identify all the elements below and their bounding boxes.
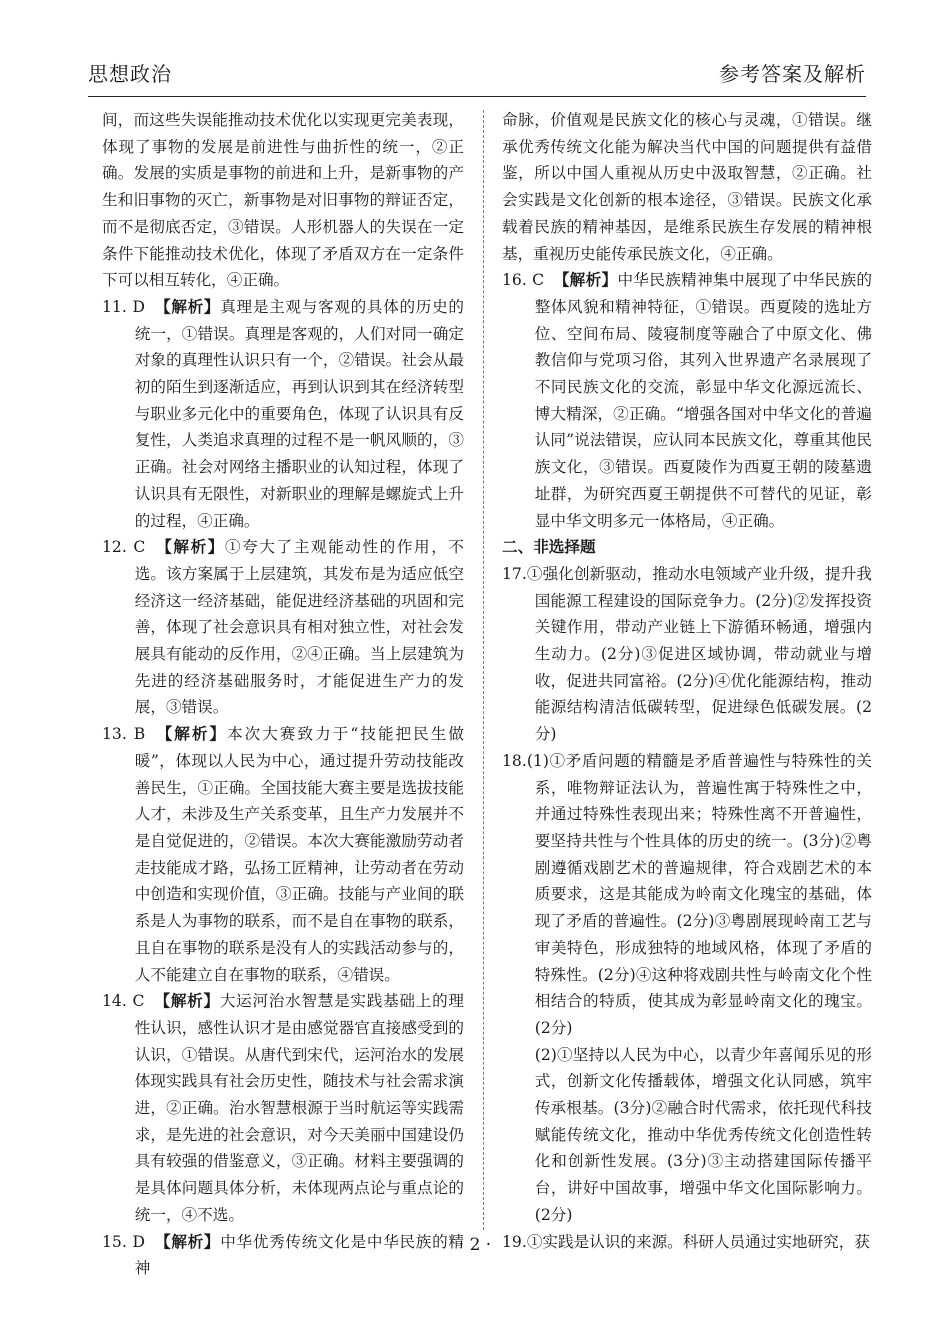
- item-number: 14. C: [102, 992, 145, 1011]
- answer-item-17: [502, 561, 872, 748]
- item-number: 19.: [502, 1232, 527, 1251]
- item-number: 11. D: [102, 297, 145, 316]
- item-number: 18.: [502, 751, 527, 770]
- answer-item-14: [102, 988, 464, 1228]
- answer-item-11: [102, 294, 464, 534]
- item-number: 15. D: [102, 1232, 145, 1251]
- item-text: ①夸大了主观能动性的作用，不选。该方案属于上层建筑，其发布是为适应低空经济这一经济基础，能促进经济基础的巩固和完善，体现了社会意识具有相对独立性，对社会发展具有能动的反作用，②④正确。当上层建筑为先进的经济基础服务时，才能促进生产力的发展，③错误。: [134, 538, 464, 717]
- item-text: 中华民族精神集中展现了中华民族的整体风貌和精神特征，①错误。西夏陵的选址方位、空间布局、陵寝制度等融合了中原文化、佛教信仰与党项习俗，其列入世界遗产名录展现了不同民族文化的交流，彰显中华文化源远流长、博大精深，②正确。“增强各国对中华文化的普遍认同”说法错误，应认同本民族文化，尊重其他民族文化，③错误。西夏陵作为西夏王朝的陵墓遗址群，为研究西夏王朝提供不可替代的见证，彰显中华文明多元一体格局，④正确。: [534, 271, 872, 530]
- analysis-tag: 【解析】: [154, 1231, 221, 1251]
- answer-item-12: [102, 534, 464, 721]
- item-text: 本次大赛致力于“技能把民生做暖”，体现以人民为中心，通过提升劳动技能改善民生，①正确。全国技能大赛主要是选拔技能人才，未涉及生产关系变革，且生产力发展并不是自觉促进的，②错误。本次大赛能激励劳动者走技能成才路，弘扬工匠精神，让劳动者在劳动中创造和实现价值，③正确。技能与产业间的联系是人为事物的联系，而不是自在事物的联系，且自在事物的联系是没有人的实践活动参与的，人不能建立自在事物的联系，④错误。: [134, 725, 464, 984]
- page-header: [88, 54, 866, 97]
- analysis-tag: 【解析】: [153, 991, 220, 1011]
- item-number: 17.: [502, 564, 527, 583]
- subject-title: 思想政治: [88, 62, 172, 86]
- item-text: ①强化创新驱动，推动水电领域产业升级，提升我国能源工程建设的国际竞争力。(2分)②发挥投资关键作用，带动产业链上下游循环畅通，增强内生动力。(2分)③促进区域协调，带动就业与增收，促进共同富裕。(2分)④优化能源结构，推动能源结构清洁低碳转型，促进绿色低碳发展。(2分): [526, 564, 872, 744]
- answer-item-16: [502, 267, 872, 534]
- continuation-text: 间，而这些失误能推动技术优化以实现更完美表现，体现了事物的发展是前进性与曲折性的统一，②正确。发展的实质是事物的前进和上升，是新事物的产生和旧事物的灭亡，新事物是对旧事物的辩证否定，而不是彻底否定，③错误。人形机器人的失误在一定条件下能推动技术优化，体现了矛盾双方在一定条件下可以相互转化，④正确。: [102, 111, 464, 290]
- item-number: 12. C: [102, 538, 146, 557]
- continuation-text: 命脉，价值观是民族文化的核心与灵魂，①错误。继承优秀传统文化能为解决当代中国的问题提供有益借鉴，所以中国人重视从历史中汲取智慧，②正确。社会实践是文化创新的根本途径，③错误。民族文化承载着民族的精神基因，是维系民族生存发展的精神根基，重视历史能传承民族文化，④正确。: [502, 111, 872, 263]
- item-text-part1: (1)①矛盾问题的精髓是矛盾普遍性与特殊性的关系，唯物辩证法认为，普遍性寓于特殊性之中，并通过特殊性表现出来；特殊性离不开普遍性，要坚持共性与个性具体的历史的统一。(3分)②粤剧遵循戏剧艺术的普遍规律，符合戏剧艺术的本质要求，这是其能成为岭南文化瑰宝的基础，体现了矛盾的普遍性。(2分)③粤剧展现岭南工艺与审美特色，形成独特的地域风格，体现了矛盾的特殊性。(2分)④这种将戏剧共性与岭南文化个性相结合的特质，使其成为彰显岭南文化的瑰宝。(2分): [526, 751, 872, 1037]
- answer-item-18-part2: (2)①坚持以人民为中心，以青少年喜闻乐见的形式，创新文化传播载体，增强文化认同感，筑牢传承根基。(3分)②融合时代需求，依托现代科技赋能传统文化，推动中华优秀传统文化创造性转化和创新性发展。(3分)③主动搭建国际传播平台，讲好中国故事，增强中华文化国际影响力。(2分): [534, 1045, 872, 1224]
- analysis-tag: 【解析】: [553, 270, 618, 290]
- analysis-tag: 【解析】: [154, 724, 228, 744]
- column-divider: [483, 110, 484, 1230]
- answer-item-18: [502, 748, 872, 1042]
- left-column: [102, 107, 464, 1282]
- document-title: 参考答案及解析: [719, 62, 866, 86]
- right-column: [502, 107, 872, 1255]
- analysis-tag: 【解析】: [154, 537, 225, 557]
- item-number: 16. C: [502, 271, 545, 290]
- item-text: 真理是主观与客观的具体的历史的统一，①错误。真理是客观的，人们对同一确定对象的真理性认识只有一个，②错误。社会从最初的陌生到逐渐适应，再到认识到其在经济转型与职业多元化中的重要角色，体现了认识具有反复性，人类追求真理的过程不是一帆风顺的，③正确。社会对网络主播职业的认知过程，体现了认识具有无限性，对新职业的理解是螺旋式上升的过程，④正确。: [134, 297, 464, 530]
- item-text: 大运河治水智慧是实践基础上的理性认识，感性认识才是由感觉器官直接感受到的认识，①错误。从唐代到宋代，运河治水的发展体现实践具有社会历史性，随技术与社会需求演进，②正确。治水智慧根源于当时航运等实践需求，是先进的社会意识，对今天美丽中国建设仍具有较强的借鉴意义，③正确。材料主要强调的是具体问题具体分析，未体现两点论与重点论的统一，④不选。: [134, 992, 464, 1224]
- item-text: ①实践是认识的来源。科研人员通过实地研究，获: [526, 1232, 870, 1251]
- item-text: 中华优秀传统文化是中华民族的精神: [134, 1232, 464, 1278]
- section-heading: 二、非选择题: [502, 537, 596, 557]
- item-number: 13. B: [102, 725, 146, 744]
- answer-item-13: [102, 721, 464, 988]
- analysis-tag: 【解析】: [154, 296, 221, 316]
- page-number: · 2 ·: [458, 1235, 492, 1255]
